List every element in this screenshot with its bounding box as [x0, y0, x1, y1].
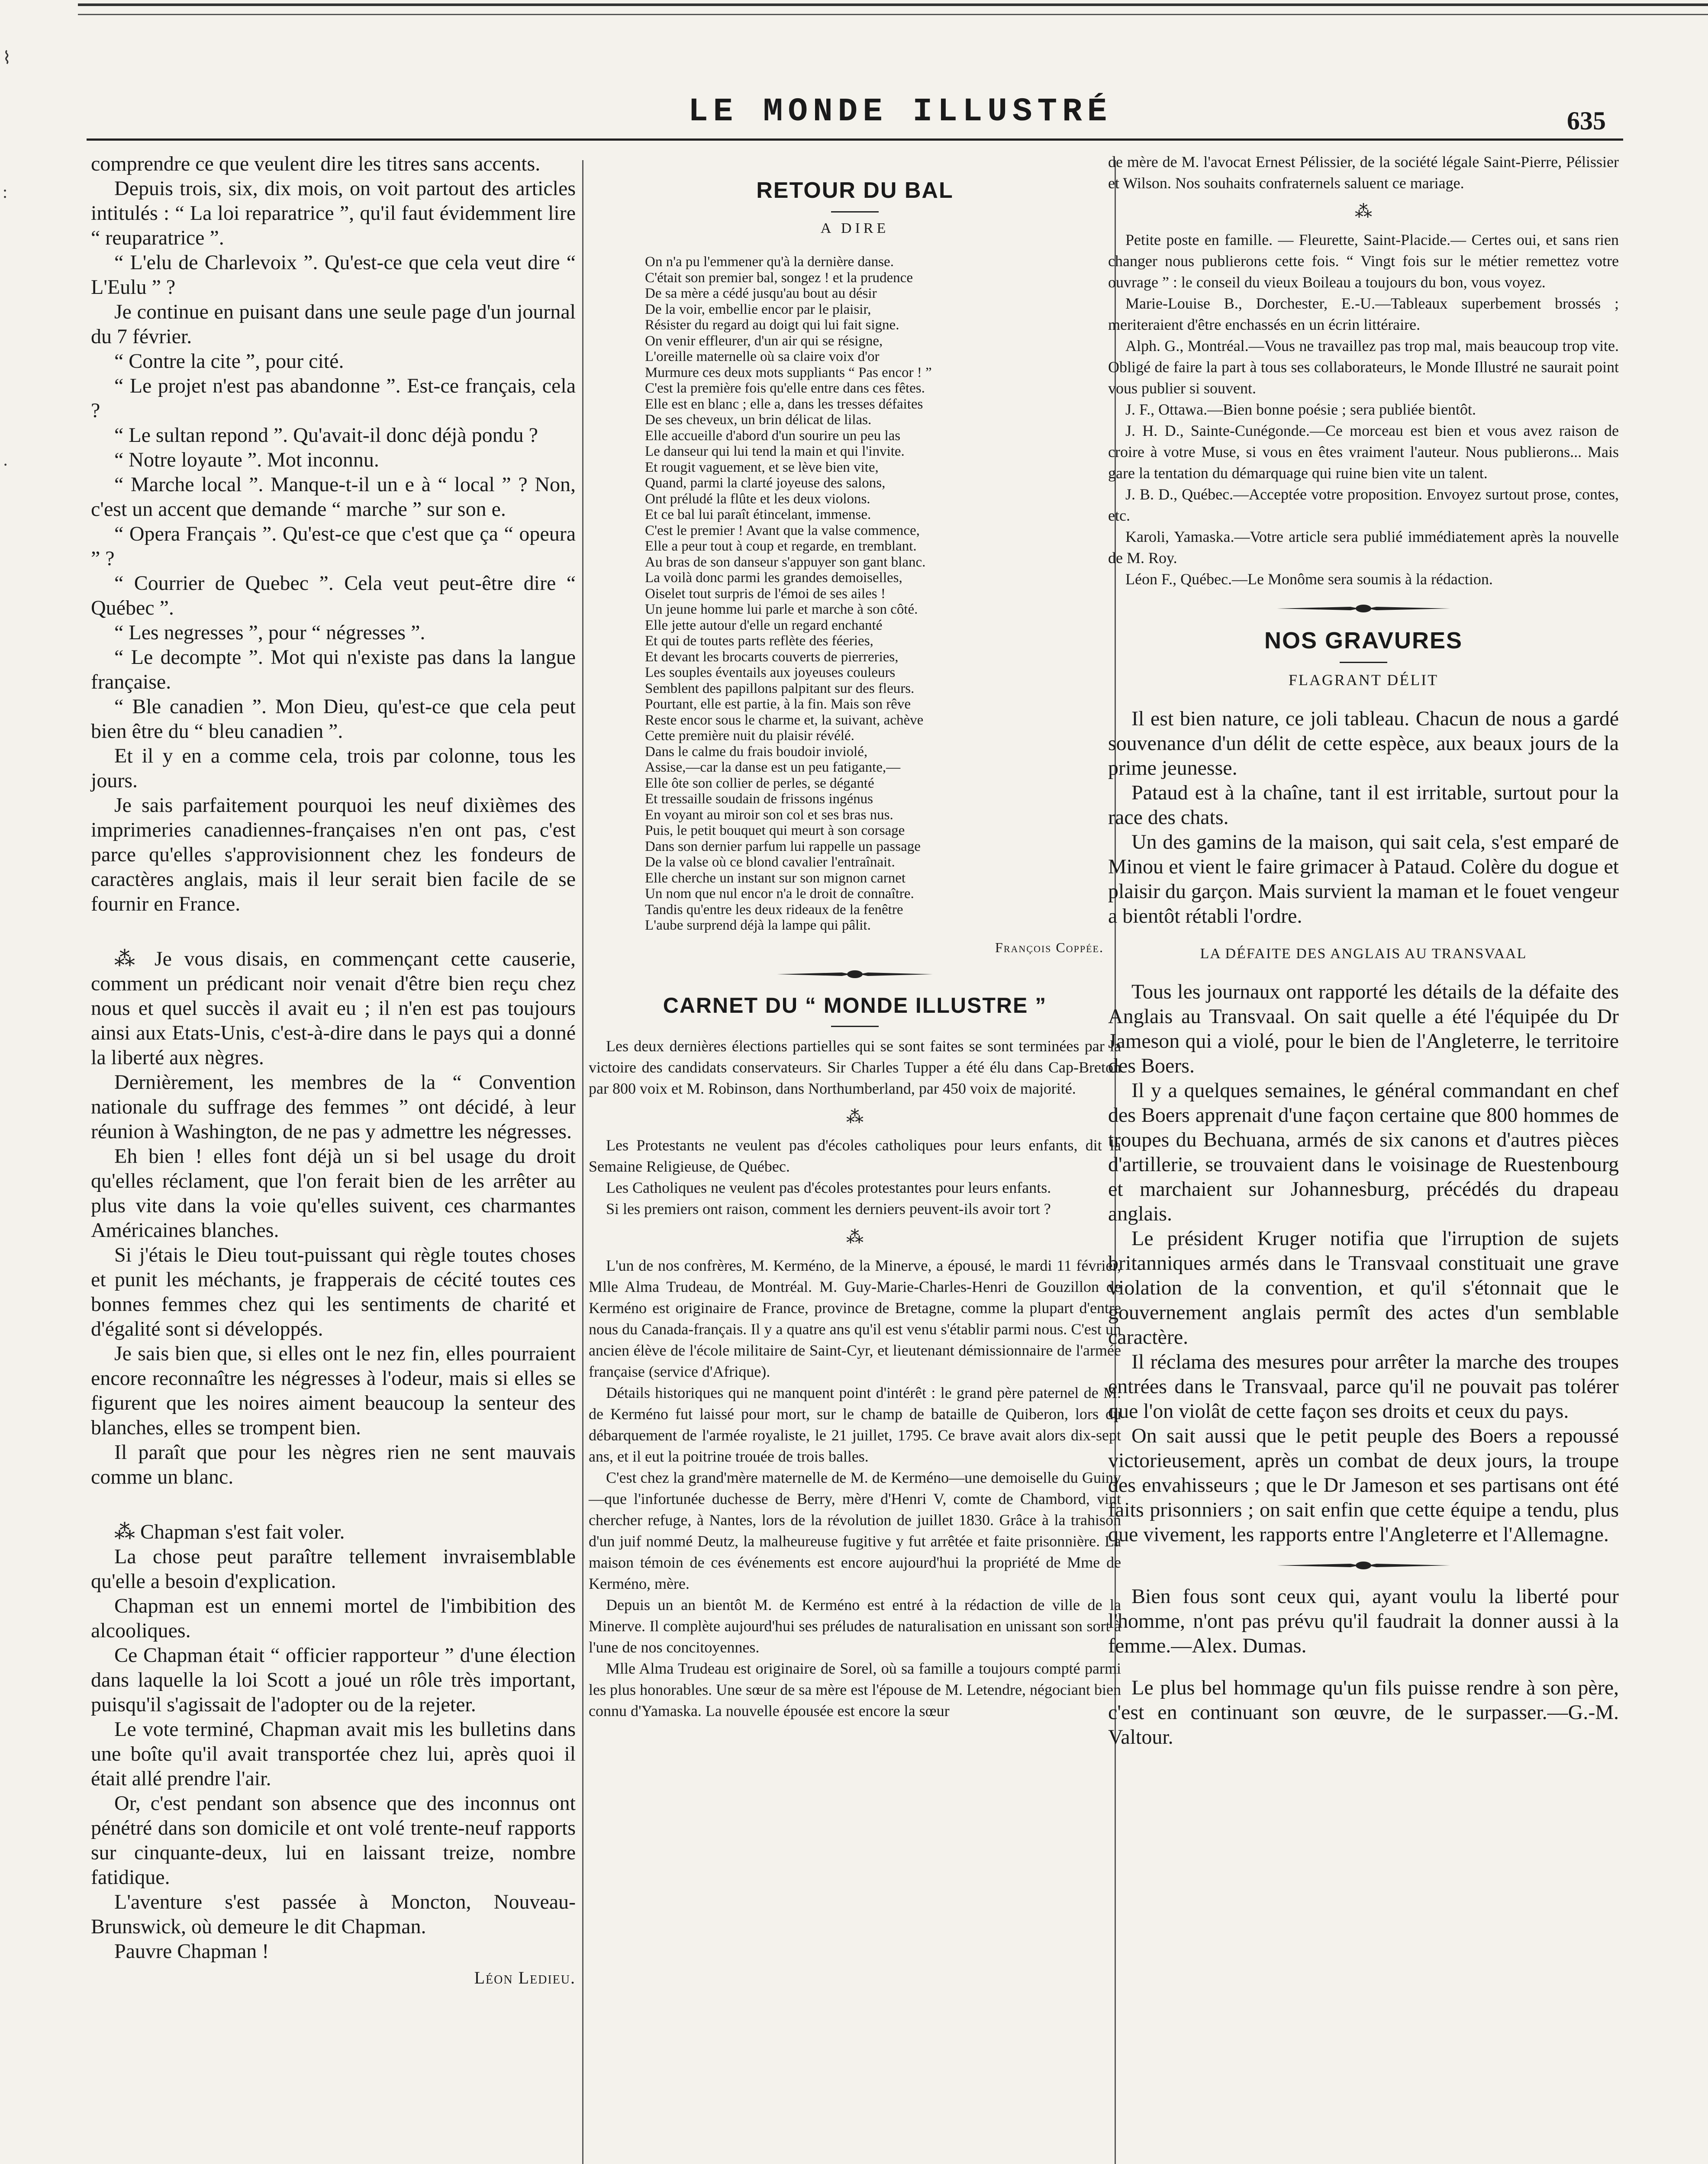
paragraph: “ Opera Français ”. Qu'est-ce que c'est que ça “ opeura ” ? [91, 522, 576, 570]
poem-line: Ont préludé la flûte et les deux violons. [645, 491, 870, 507]
poem-line: C'est la première fois qu'elle entre dans ces fêtes. [645, 380, 925, 396]
paragraph: Pataud est à la chaîne, tant il est irritable, surtout pour la race des chats. [1108, 781, 1619, 829]
ornament-divider [777, 969, 933, 980]
paragraph: “ Les negresses ”, pour “ négresses ”. [114, 621, 425, 644]
paragraph: “ Notre loyaute ”. Mot inconnu. [114, 448, 379, 471]
paragraph: C'est chez la grand'mère maternelle de M. de Kerméno—une demoiselle du Guiny—que l'infortunée duchesse de Berry, mère d'Henri V, comte de Chambord, vint chercher refuge, à Nantes, lors de la révolution de juillet 1830. Grâce à la trahison d'un juif nommé Deutz, la malheureuse fugitive y fut arrêtée et faite prisonnière. La maison témoin de ces événements est encore aujourd'hui la propriété de Mme de Kerméno, mère. [589, 1468, 1121, 1592]
carnet-title: CARNET DU “ MONDE ILLUSTRE ” [663, 993, 1047, 1018]
asterism: ⁂ [846, 1107, 864, 1127]
poem-line: Pourtant, elle est partie, à la fin. Mais son rêve [645, 696, 911, 712]
page-number: 635 [1567, 106, 1606, 135]
poem-line: Puis, le petit bouquet qui meurt à son corsage [645, 823, 905, 838]
paragraph: ⁂ Chapman s'est fait voler. [114, 1520, 345, 1543]
poem-line: On n'a pu l'emmener qu'à la dernière danse. [645, 254, 894, 270]
poem-line: Résister du regard au doigt qui lui fait signe. [645, 317, 899, 333]
paragraph: “ Ble canadien ”. Mon Dieu, qu'est-ce que cela peut bien être du “ bleu canadien ”. [91, 695, 576, 743]
poem-line: Dans son dernier parfum lui rappelle un passage [645, 838, 921, 854]
paragraph: “ Le decompte ”. Mot qui n'existe pas dans la langue française. [91, 646, 576, 693]
paragraph: Le président Kruger notifia que l'irruption de sujets britanniques armés dans le Transvaal constituait une grave violation de la convention, et qu'il s'étonnait que le gouvernement anglais permît des actes d'un semblable caractère. [1108, 1227, 1619, 1349]
paragraph: Pauvre Chapman ! [114, 1940, 269, 1963]
paragraph: Depuis trois, six, dix mois, on voit partout des articles intitulés : “ La loi reparatrice ”, qu'il faut évidemment lire “ reuparatrice ”. [91, 177, 576, 249]
paragraph: La chose peut paraître tellement invraisemblable qu'elle a besoin d'explication. [91, 1545, 576, 1593]
paragraph: J. H. D., Sainte-Cunégonde.—Ce morceau est bien et vous avez raison de croire à votre Muse, si vous en êtes vraiment l'auteur. Nous publierons... Mais gare la tentation du démarquage qui ruine bien vite un talent. [1108, 422, 1619, 482]
top-border-rule [78, 3, 1708, 15]
poem-line: Quand, parmi la clarté joyeuse des salons, [645, 475, 886, 491]
paragraph: L'un de nos confrères, M. Kerméno, de la Minerve, a épousé, le mardi 11 février, Mlle Alma Trudeau, de Montréal. M. Guy-Marie-Charles-Henri de Gouzillon de Kerméno est originaire de France, province de Bretagne, comme la plupart d'entre nous du Canada-français. Il y a quatre ans qu'il est venu s'établir parmi nous. C'est un ancien élève de l'école militaire de Saint-Cyr, et lieutenant démissionnaire de l'armée française (service d'Afrique). [589, 1256, 1121, 1380]
poem-line: Elle accueille d'abord d'un sourire un peu las [645, 428, 901, 444]
poem-line: Reste encor sous le charme et, la suivant, achève [645, 712, 924, 728]
paragraph: Un des gamins de la maison, qui sait cela, s'est emparé de Minou et vient le faire grimacer à Pataud. Colère du dogue et plaisir du garçon. Mais survient la maman et le fouet vengeur a bientôt rétabli l'ordre. [1108, 831, 1619, 927]
poem-line: Elle a peur tout à coup et regarde, en tremblant. [645, 538, 917, 554]
paragraph: “ L'elu de Charlevoix ”. Qu'est-ce que cela veut dire “ L'Eulu ” ? [91, 251, 576, 299]
paragraph: “ Le sultan repond ”. Qu'avait-il donc déjà pondu ? [114, 424, 538, 447]
poem-body [589, 254, 1121, 934]
paragraph: Il est bien nature, ce joli tableau. Chacun de nous a gardé souvenance d'un délit de cette espèce, aux beaux jours de la prime jeunesse. [1108, 707, 1619, 779]
author-signature: Léon Ledieu. [474, 1968, 576, 1987]
header-rule [87, 138, 1623, 141]
paragraph: Chapman est un ennemi mortel de l'imbibition des alcooliques. [91, 1594, 576, 1642]
poem-subtitle: A DIRE [820, 220, 889, 236]
poem-line: Tandis qu'entre les deux rideaux de la fenêtre [645, 902, 903, 918]
paragraph: Si j'étais le Dieu tout-puissant qui règle toutes choses et punit les méchants, je frapperais de cécité toutes ces bonnes femmes chez qui les sentiments de charité et d'égalité sont si développés. [91, 1243, 576, 1340]
quote: Le plus bel hommage qu'un fils puisse rendre à son père, c'est en continuant son œuvre, de le surpasser.—G.-M. Valtour. [1108, 1676, 1619, 1749]
paragraph: Les deux dernières élections partielles qui se sont faites se sont terminées par la victoire des candidats conservateurs. Sir Charles Tupper a été élu dans Cap-Breton par 800 voix et M. Robinson, dans Northumberland, par 450 voix de majorité. [589, 1037, 1121, 1097]
poem-line: Un nom que nul encor n'a le droit de connaître. [645, 886, 914, 902]
poem-line: C'était son premier bal, songez ! et la prudence [645, 270, 913, 286]
ornament-divider [1277, 1560, 1450, 1571]
asterism: ⁂ [1355, 202, 1372, 221]
poem-line: Les souples éventails aux joyeuses couleurs [645, 665, 896, 680]
poem-line: Assise,—car la danse est un peu fatigante,— [645, 760, 901, 775]
paragraph: Détails historiques qui ne manquent point d'intérêt : le grand père paternel de M. de Kerméno fut laissé pour mort, sur le champ de bataille de Quiberon, lors du débarquement de l'armée royaliste, le 21 juillet, 1795. Ce brave avait alors dix-sept ans, et il eut la poitrine trouée de trois balles. [589, 1384, 1121, 1465]
paragraph: Petite poste en famille. — Fleurette, Saint-Placide.— Certes oui, et sans rien changer nous publierons cette fois. “ Vingt fois sur le métier remettez votre ouvrage ” : le conseil du vieux Boileau a toujours du bon, vous voyez. [1108, 231, 1619, 291]
paragraph: Marie-Louise B., Dorchester, E.-U.—Tableaux superbement brossés ; meriteraient d'être enchassés en un écrin littéraire. [1108, 295, 1619, 333]
paragraph: J. F., Ottawa.—Bien bonne poésie ; sera publiée bientôt. [1125, 401, 1476, 418]
title-rule [831, 1026, 879, 1027]
paragraph: Mlle Alma Trudeau est originaire de Sorel, où sa famille a toujours compté parmi les plus honorables. Une sœur de sa mère est l'épouse de M. Letendre, négociant bien connu d'Yamaska. La nouvelle épousée est encore la sœur [589, 1659, 1121, 1720]
poem-line: Elle ôte son collier de perles, se déganté [645, 775, 874, 791]
poem-line: Et devant les brocarts couverts de pierreries, [645, 649, 899, 665]
paragraph: Depuis un an bientôt M. de Kerméno est entré à la rédaction de ville de la Minerve. Il complète aujourd'hui ses préludes de naturalisation en unissant son sort à l'une de nos concitoyennes. [589, 1596, 1121, 1656]
ornament-divider [1277, 603, 1450, 614]
paragraph: Tous les journaux ont rapporté les détails de la défaite des Anglais au Transvaal. On sait quelle a été l'équipée du Dr Jameson qui a violé, pour le bien de l'Angleterre, le territoire des Boers. [1108, 980, 1619, 1077]
paragraph: Il paraît que pour les nègres rien ne sent mauvais comme un blanc. [91, 1441, 576, 1488]
column-poem-carnet [589, 151, 1121, 1722]
paragraph: Si les premiers ont raison, comment les derniers peuvent-ils avoir tort ? [606, 1200, 1051, 1217]
title-rule [1340, 662, 1387, 663]
poem-line: Et qui de toutes parts reflète des féeries, [645, 633, 873, 649]
paragraph: “ Marche local ”. Manque-t-il un e à “ local ” ? Non, c'est un accent que demande “ marche ” sur son e. [91, 473, 576, 521]
gravures-title: NOS GRAVURES [1264, 628, 1463, 654]
poem-line: Au bras de son danseur s'appuyer son gant blanc. [645, 554, 926, 570]
paragraph: Je continue en puisant dans une seule page d'un journal du 7 février. [91, 300, 576, 348]
poem-line: De la voir, embellie encor par le plaisir, [645, 301, 871, 317]
title-rule [831, 211, 879, 213]
gravure-subtitle: LA DÉFAITE DES ANGLAIS AU TRANSVAAL [1200, 946, 1527, 962]
poem-author: François Coppée. [995, 939, 1104, 955]
poem-line: En voyant au miroir son col et ses bras nus. [645, 807, 893, 823]
paragraph: Et il y en a comme cela, trois par colonne, tous les jours. [91, 744, 576, 792]
section-gap [91, 1489, 576, 1520]
edge-glyph: · [3, 455, 9, 474]
poem-title: RETOUR DU BAL [756, 178, 954, 203]
column-chronique [91, 151, 576, 1990]
poem-line: Elle cherche un instant sur son mignon carnet [645, 870, 906, 886]
edge-glyph: : [3, 182, 8, 202]
paragraph: L'aventure s'est passée à Moncton, Nouveau-Brunswick, où demeure le dit Chapman. [91, 1890, 576, 1938]
paragraph: J. B. D., Québec.—Acceptée votre proposition. Envoyez surtout prose, contes, etc. [1108, 486, 1619, 524]
poem-line: Dans le calme du frais boudoir inviolé, [645, 744, 868, 760]
poem-line: Et ce bal lui paraît étincelant, immense. [645, 507, 871, 522]
paragraph: de mère de M. l'avocat Ernest Pélissier, de la société légale Saint-Pierre, Pélissier et Wilson. Nos souhaits confraternels saluent ce mariage. [1108, 153, 1619, 192]
section-gap [91, 916, 576, 947]
poem-line: Elle est en blanc ; elle a, dans les tresses défaites [645, 396, 923, 412]
paragraph: Je sais bien que, si elles ont le nez fin, elles pourraient encore reconnaître les négresses à l'odeur, mais si elles se figurent que les noires aiment beaucoup la senteur des blanches, elles se trompent bien. [91, 1342, 576, 1439]
paragraph: Le vote terminé, Chapman avait mis les bulletins dans une boîte qu'il avait transportée chez lui, après quoi il était allé prendre l'air. [91, 1718, 576, 1790]
carnet-body [589, 1036, 1121, 1722]
poem-line: De ses cheveux, un brin délicat de lilas. [645, 412, 872, 428]
poem-line: De la valse où ce blond cavalier l'entraînait. [645, 854, 895, 870]
paragraph: Karoli, Yamaska.—Votre article sera publié immédiatement après la nouvelle de M. Roy. [1108, 528, 1619, 567]
poem-line: Elle jette autour d'elle un regard enchanté [645, 617, 883, 633]
paragraph: “ Contre la cite ”, pour cité. [114, 350, 344, 373]
paragraph: Dernièrement, les membres de la “ Convention nationale du suffrage des femmes ” ont décidé, à leur réunion à Washington, de ne pas y admettre les négresses. [91, 1071, 576, 1143]
paragraph: Je sais parfaitement pourquoi les neuf dixièmes des imprimeries canadiennes-françaises n'en ont pas, c'est parce qu'elles s'approvisionnent chez les fondeurs de caractères anglais, mais il leur serait bien facile de se fournir en France. [91, 794, 576, 915]
poem-line: Et rougit vaguement, et se lève bien vite, [645, 459, 879, 475]
poem-line: Un jeune homme lui parle et marche à son côté. [645, 602, 918, 617]
poem-line: De sa mère a cédé jusqu'au bout au désir [645, 286, 877, 301]
paragraph: Alph. G., Montréal.—Vous ne travaillez pas trop mal, mais beaucoup trop vite. Obligé de faire la part à tous ses collaborateurs, le Monde Illustré ne saurait point vous publier si souvent. [1108, 337, 1619, 397]
paragraph: ⁂ Je vous disais, en commençant cette causerie, comment un prédicant noir venait d'être bien reçu chez nous et quel succès il avait eu ; il n'en est pas toujours ainsi aux Etats-Unis, c'est-à-dire dans le pays qui a donné la liberté aux nègres. [91, 947, 576, 1069]
poem-line: L'aube surprend déjà la lampe qui pâlit. [645, 918, 871, 933]
column-gravures [1108, 151, 1619, 1749]
paragraph: “ Courrier de Quebec ”. Cela veut peut-être dire “ Québec ”. [91, 572, 576, 619]
edge-glyph: ⌇ [3, 48, 11, 68]
paragraph: Or, c'est pendant son absence que des inconnus ont pénétré dans son domicile et ont volé trente-neuf rapports sur cinquante-deux, lui en laissant treize, nombre fatidique. [91, 1792, 576, 1889]
poem-line: Oiselet tout surpris de l'émoi de ses ailes ! [645, 586, 886, 602]
poem-line: La voilà donc parmi les grandes demoiselles, [645, 570, 902, 586]
column-divider [582, 160, 583, 2164]
paragraph: Ce Chapman était “ officier rapporteur ” d'une élection dans laquelle la loi Scott a joué un rôle très important, puisqu'il s'agissait de l'adopter ou de la rejeter. [91, 1644, 576, 1716]
masthead-title: LE MONDE ILLUSTRÉ [688, 93, 1112, 130]
paragraph: Les Protestants ne veulent pas d'écoles catholiques pour leurs enfants, dit la Semaine Religieuse, de Québec. [589, 1136, 1121, 1175]
poem-line: Et tressaille soudain de frissons ingénus [645, 791, 873, 807]
asterism: ⁂ [846, 1227, 864, 1247]
left-page-edge [0, 0, 43, 2164]
paragraph: On sait aussi que le petit peuple des Boers a repoussé victorieusement, après un combat de deux jours, la troupe des envahisseurs ; que le Dr Jameson et ses partisans ont été faits prisonniers ; on sait enfin que cette équipe a tendu, plus que vivement, les rapports entre l'Angleterre et l'Allemagne. [1108, 1424, 1619, 1546]
paragraph: comprendre ce que veulent dire les titres sans accents. [91, 152, 541, 175]
paragraph: “ Le projet n'est pas abandonne ”. Est-ce français, cela ? [91, 374, 576, 422]
paragraph: Il y a quelques semaines, le général commandant en chef des Boers apprenait d'une façon certaine que 800 hommes de troupes du Bechuana, armés de six canons et d'autres pièces d'artillerie, se trouvaient dans le voisinage de Ruestenbourg et marchaient sur Johannesburg, précédés du drapeau anglais. [1108, 1079, 1619, 1225]
poem-line: C'est le premier ! Avant que la valse commence, [645, 522, 920, 538]
paragraph: Eh bien ! elles font déjà un si bel usage du droit qu'elles réclament, que l'on ferait bien de les arrêter au plus vite dans la voie qu'elles suivent, ces charmantes Américaines blanches. [91, 1145, 576, 1242]
poem-line: Murmure ces deux mots suppliants “ Pas encor ! ” [645, 364, 932, 380]
poem-line: Semblent des papillons palpitant sur des fleurs. [645, 680, 915, 696]
poem-line: Le danseur qui lui tend la main et qui l'invite. [645, 444, 905, 459]
quote: Bien fous sont ceux qui, ayant voulu la liberté pour l'homme, n'ont pas prévu qu'il faudrait la donner aussi à la femme.—Alex. Dumas. [1108, 1585, 1619, 1657]
paragraph: Léon F., Québec.—Le Monôme sera soumis à la rédaction. [1125, 570, 1493, 588]
poem-line: On venir effleurer, d'un air qui se résigne, [645, 333, 883, 349]
paragraph: Il réclama des mesures pour arrêter la marche des troupes entrées dans le Transvaal, parce qu'il ne pouvait pas tolérer que l'on violât de cette façon ses droits et ceux du pays. [1108, 1350, 1619, 1423]
paragraph: Les Catholiques ne veulent pas d'écoles protestantes pour leurs enfants. [606, 1179, 1051, 1196]
poem-line: Cette première nuit du plaisir révélé. [645, 728, 854, 744]
gravure-subtitle: FLAGRANT DÉLIT [1288, 671, 1439, 689]
poem-line: L'oreille maternelle où sa claire voix d'or [645, 349, 880, 364]
